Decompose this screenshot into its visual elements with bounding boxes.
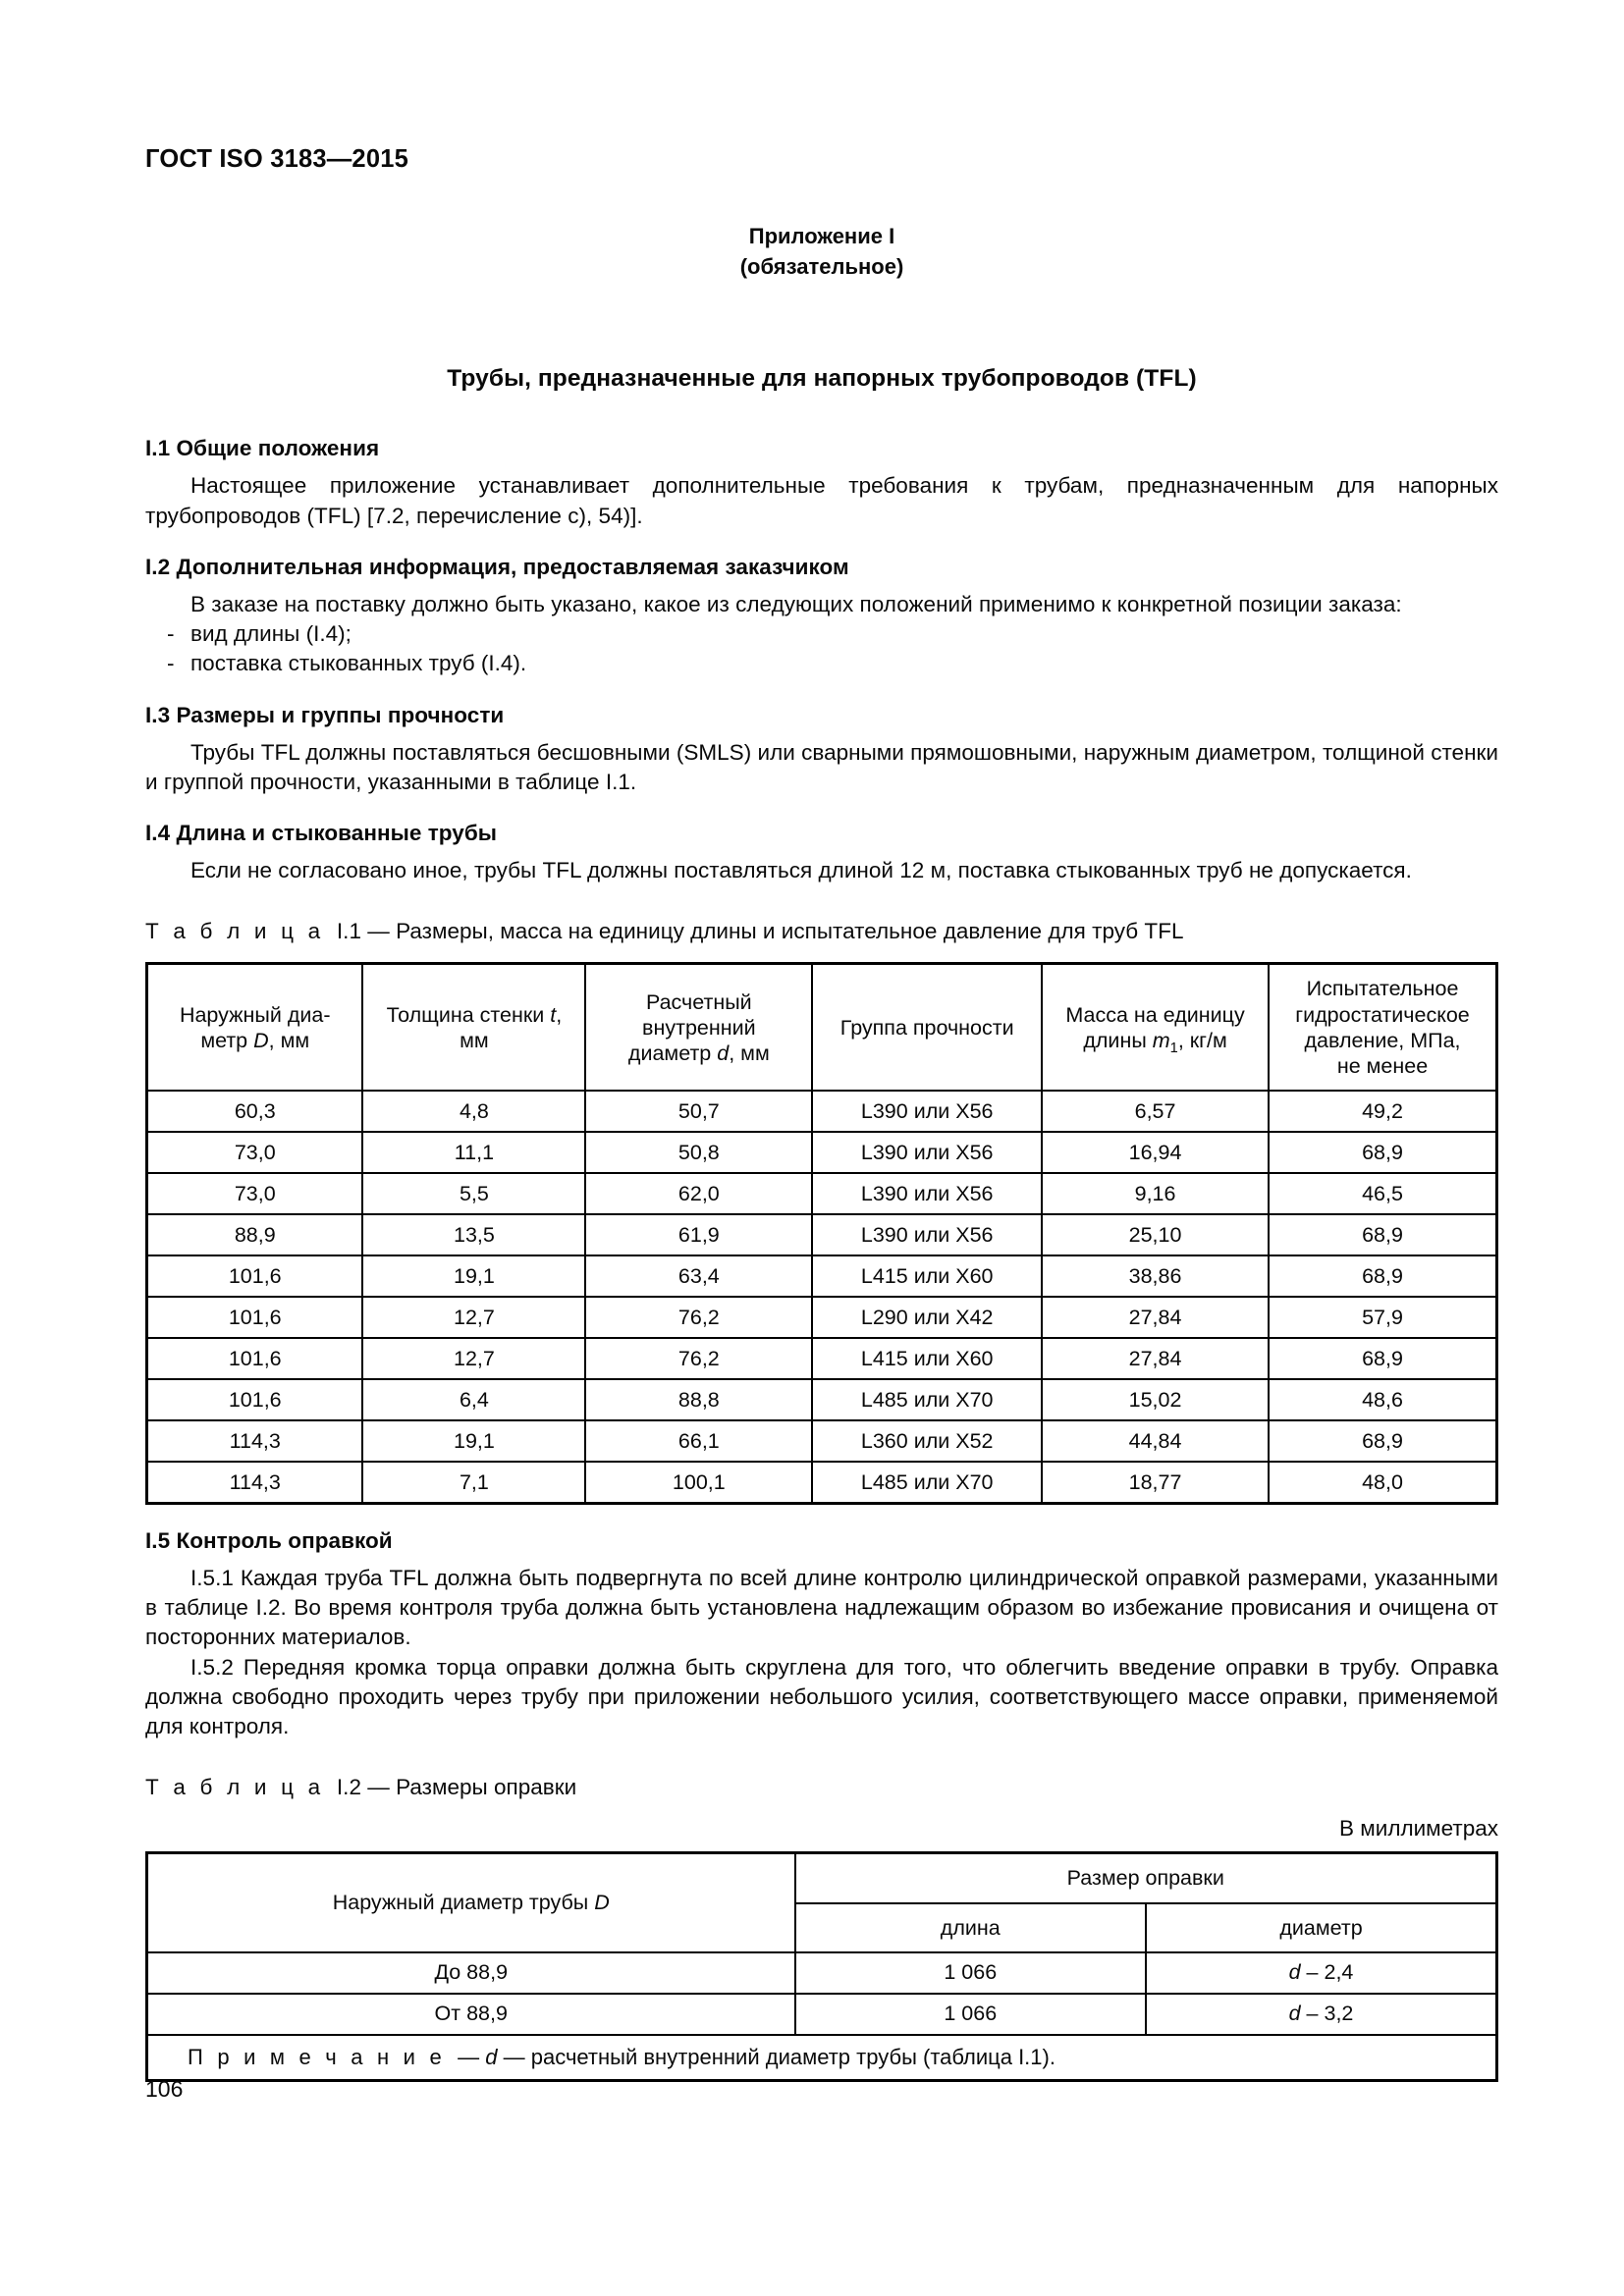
table2-caption-number: I.2 xyxy=(336,1775,361,1800)
th-line: мм xyxy=(460,1028,489,1052)
bullet-dash-icon: - xyxy=(167,651,175,676)
note-dash: — xyxy=(458,2044,480,2069)
cell-inner-diameter: 88,8 xyxy=(585,1379,812,1420)
table-row xyxy=(147,1132,1497,1173)
cell-outer-diameter: 73,0 xyxy=(147,1173,363,1214)
table1-caption xyxy=(145,919,1498,944)
th-outer-diameter xyxy=(147,964,363,1091)
cell-mass: 27,84 xyxy=(1042,1297,1269,1338)
cell-outer-diameter: 101,6 xyxy=(147,1379,363,1420)
th-line: , мм xyxy=(729,1041,770,1066)
th-mandrel-diameter: диаметр xyxy=(1146,1903,1497,1952)
paragraph-i4: Если не согласовано иное, трубы TFL должны поставляться длиной 12 м, поставка стыкованных труб не допускается. xyxy=(190,858,1412,883)
th-line: Толщина стенки xyxy=(386,1002,551,1027)
cell-wall-thickness: 13,5 xyxy=(362,1214,585,1255)
cell-wall-thickness: 19,1 xyxy=(362,1255,585,1297)
cell-wall-thickness: 19,1 xyxy=(362,1420,585,1462)
heading-i3: I.3 Размеры и группы прочности xyxy=(145,702,505,727)
cell-mass: 6,57 xyxy=(1042,1091,1269,1132)
annex-label: Приложение I xyxy=(748,224,895,248)
cell-mandrel-diameter xyxy=(1146,1994,1497,2035)
cell-variable-rest: – 3,2 xyxy=(1300,2002,1354,2026)
table-mandrel-dimensions xyxy=(145,1851,1498,2081)
th-pipe-outer-diameter xyxy=(147,1853,795,1952)
paragraph-i1: Настоящее приложение устанавливает дополнительные требования к трубам, предназначенным для напорных трубопроводов (TFL) [7.2, перечисление c), 54)]. xyxy=(145,473,1498,528)
th-variable-d: d xyxy=(717,1041,730,1066)
cell-variable-rest: – 2,4 xyxy=(1300,1960,1354,1985)
th-variable-D: D xyxy=(253,1028,269,1052)
th-line: Испытательное xyxy=(1306,977,1459,1001)
paragraph-i2: В заказе на поставку должно быть указано, какое из следующих положений применимо к конкретной позиции заказа: xyxy=(190,591,1402,616)
table2-caption xyxy=(145,1775,1498,1800)
page-content xyxy=(145,221,1498,2082)
annex-status: (обязательное) xyxy=(739,254,904,280)
cell-mass: 15,02 xyxy=(1042,1379,1269,1420)
cell-mass: 25,10 xyxy=(1042,1214,1269,1255)
th-line: диаметр xyxy=(627,1041,718,1066)
cell-pressure: 57,9 xyxy=(1269,1297,1496,1338)
cell-mass: 16,94 xyxy=(1042,1132,1269,1173)
table2-caption-dash: — xyxy=(367,1775,390,1800)
running-head: ГОСТ ISO 3183—2015 xyxy=(145,145,408,173)
list-item-label: поставка стыкованных труб (I.4). xyxy=(190,651,527,676)
cell-strength-group: L390 или X56 xyxy=(812,1091,1042,1132)
cell-wall-thickness: 7,1 xyxy=(362,1462,585,1503)
cell-mass: 9,16 xyxy=(1042,1173,1269,1214)
paragraph-i3: Трубы TFL должны поставляться бесшовными (SMLS) или сварными прямошовными, наружным диаметром, толщиной стенки и группой прочности, указанными в таблице I.1. xyxy=(145,739,1498,794)
cell-wall-thickness: 6,4 xyxy=(362,1379,585,1420)
cell-mass: 38,86 xyxy=(1042,1255,1269,1297)
cell-outer-diameter: 73,0 xyxy=(147,1132,363,1173)
th-variable-D: D xyxy=(594,1891,610,1915)
cell-inner-diameter: 50,7 xyxy=(585,1091,812,1132)
cell-mass: 18,77 xyxy=(1042,1462,1269,1503)
table-row xyxy=(147,1379,1497,1420)
cell-outer-diameter: 101,6 xyxy=(147,1255,363,1297)
th-line: гидростатическое xyxy=(1295,1002,1470,1027)
cell-pressure: 48,6 xyxy=(1269,1379,1496,1420)
list-item-label: вид длины (I.4); xyxy=(190,621,352,647)
list-item xyxy=(145,619,1498,649)
cell-strength-group: L390 или X56 xyxy=(812,1132,1042,1173)
table1-caption-dash: — xyxy=(367,919,390,944)
bullet-dash-icon: - xyxy=(167,621,175,647)
table-row xyxy=(147,1297,1497,1338)
table-row xyxy=(147,1173,1497,1214)
cell-variable-d: d xyxy=(1288,2002,1301,2026)
order-options-list xyxy=(145,619,1498,679)
cell-mass: 27,84 xyxy=(1042,1338,1269,1379)
cell-strength-group: L415 или X60 xyxy=(812,1255,1042,1297)
table2-units-note: В миллиметрах xyxy=(1339,1816,1498,1842)
annex-header xyxy=(145,221,1498,282)
cell-pressure: 46,5 xyxy=(1269,1173,1496,1214)
th-line: , xyxy=(556,1002,563,1027)
th-line: Масса на единицу xyxy=(1065,1002,1245,1027)
cell-strength-group: L360 или X52 xyxy=(812,1420,1042,1462)
th-strength-group xyxy=(812,964,1042,1091)
table-row xyxy=(147,1994,1497,2035)
th-mandrel-size-group: Размер оправки xyxy=(795,1853,1497,1903)
cell-strength-group: L415 или X60 xyxy=(812,1338,1042,1379)
cell-outer-diameter: 88,9 xyxy=(147,1214,363,1255)
cell-pipe-diameter: От 88,9 xyxy=(147,1994,795,2035)
cell-outer-diameter: 101,6 xyxy=(147,1297,363,1338)
th-inner-diameter xyxy=(585,964,812,1091)
th-line: Наружный диа- xyxy=(179,1002,331,1027)
cell-inner-diameter: 66,1 xyxy=(585,1420,812,1462)
table-row xyxy=(147,1091,1497,1132)
cell-wall-thickness: 12,7 xyxy=(362,1338,585,1379)
list-item xyxy=(145,649,1498,678)
cell-pressure: 49,2 xyxy=(1269,1091,1496,1132)
table2-note-row xyxy=(147,2035,1497,2081)
th-line: , мм xyxy=(268,1028,310,1052)
cell-wall-thickness: 12,7 xyxy=(362,1297,585,1338)
cell-pressure: 68,9 xyxy=(1269,1420,1496,1462)
cell-mass: 44,84 xyxy=(1042,1420,1269,1462)
cell-strength-group: L290 или X42 xyxy=(812,1297,1042,1338)
th-line: Расчетный xyxy=(645,989,752,1014)
table1-caption-text: Размеры, масса на единицу длины и испытательное давление для труб TFL xyxy=(396,919,1184,944)
paragraph-i51: I.5.1 Каждая труба TFL должна быть подвергнута по всей длине контролю цилиндрической оправкой размерами, указанными в таблице I.2. Во время контроля труба должна быть установлена надлежащим образом во избежание провисания и очищена от посторонних материалов. xyxy=(145,1565,1498,1650)
cell-pressure: 68,9 xyxy=(1269,1214,1496,1255)
th-line: длины xyxy=(1083,1028,1153,1052)
th-line: не менее xyxy=(1336,1054,1429,1079)
cell-variable-d: d xyxy=(1288,1960,1301,1985)
table-row xyxy=(147,1952,1497,1994)
cell-inner-diameter: 61,9 xyxy=(585,1214,812,1255)
table1-caption-label: Т а б л и ц а xyxy=(145,919,325,944)
table1-header-row xyxy=(147,964,1497,1091)
note-label: П р и м е ч а н и е xyxy=(188,2044,446,2069)
th-line: давление, МПа, xyxy=(1304,1028,1461,1052)
table-dimensions-tfl xyxy=(145,962,1498,1504)
table2-caption-label: Т а б л и ц а xyxy=(145,1775,325,1800)
th-mandrel-length: длина xyxy=(795,1903,1147,1952)
cell-inner-diameter: 62,0 xyxy=(585,1173,812,1214)
th-mass-per-length xyxy=(1042,964,1269,1091)
heading-i4: I.4 Длина и стыкованные трубы xyxy=(145,821,498,846)
th-wall-thickness xyxy=(362,964,585,1091)
table2-body xyxy=(147,1952,1497,2081)
cell-mandrel-length: 1 066 xyxy=(795,1952,1147,1994)
th-line: , кг/м xyxy=(1177,1028,1227,1052)
heading-i1: I.1 Общие положения xyxy=(145,436,380,461)
th-line: Группа прочности xyxy=(839,1015,1014,1040)
cell-outer-diameter: 114,3 xyxy=(147,1462,363,1503)
heading-i2: I.2 Дополнительная информация, предоставляемая заказчиком xyxy=(145,554,849,579)
cell-mandrel-diameter xyxy=(1146,1952,1497,1994)
cell-wall-thickness: 5,5 xyxy=(362,1173,585,1214)
cell-inner-diameter: 76,2 xyxy=(585,1338,812,1379)
th-line: метр xyxy=(200,1028,254,1052)
th-test-pressure xyxy=(1269,964,1496,1091)
cell-outer-diameter: 60,3 xyxy=(147,1091,363,1132)
table-row xyxy=(147,1255,1497,1297)
cell-pressure: 68,9 xyxy=(1269,1132,1496,1173)
th-variable-t: t xyxy=(550,1002,557,1027)
cell-pressure: 48,0 xyxy=(1269,1462,1496,1503)
table2-caption-text: Размеры оправки xyxy=(396,1775,577,1800)
table-row xyxy=(147,1420,1497,1462)
th-variable-subscript: 1 xyxy=(1169,1040,1178,1056)
table2-note xyxy=(147,2035,1497,2081)
table-row xyxy=(147,1338,1497,1379)
cell-pressure: 68,9 xyxy=(1269,1338,1496,1379)
page-number: 106 xyxy=(145,2076,184,2102)
cell-outer-diameter: 101,6 xyxy=(147,1338,363,1379)
table2-header-row-top xyxy=(147,1853,1497,1903)
cell-strength-group: L390 или X56 xyxy=(812,1173,1042,1214)
paragraph-i52: I.5.2 Передняя кромка торца оправки должна быть скруглена для того, что облегчить введение оправки в трубу. Оправка должна свободно проходить через трубу при приложении небольшого усилия, соответствующего массе оправки, применяемой для контроля. xyxy=(145,1654,1498,1739)
cell-inner-diameter: 76,2 xyxy=(585,1297,812,1338)
cell-outer-diameter: 114,3 xyxy=(147,1420,363,1462)
cell-strength-group: L390 или X56 xyxy=(812,1214,1042,1255)
cell-strength-group: L485 или X70 xyxy=(812,1462,1042,1503)
cell-inner-diameter: 50,8 xyxy=(585,1132,812,1173)
note-text: — расчетный внутренний диаметр трубы (таблица I.1). xyxy=(503,2044,1056,2069)
cell-strength-group: L485 или X70 xyxy=(812,1379,1042,1420)
table1-body xyxy=(147,1091,1497,1503)
cell-inner-diameter: 100,1 xyxy=(585,1462,812,1503)
cell-inner-diameter: 63,4 xyxy=(585,1255,812,1297)
cell-wall-thickness: 4,8 xyxy=(362,1091,585,1132)
cell-mandrel-length: 1 066 xyxy=(795,1994,1147,2035)
heading-i5: I.5 Контроль оправкой xyxy=(145,1527,393,1553)
cell-pipe-diameter: До 88,9 xyxy=(147,1952,795,1994)
annex-title: Трубы, предназначенные для напорных трубопроводов (TFL) xyxy=(447,365,1197,393)
cell-pressure: 68,9 xyxy=(1269,1255,1496,1297)
cell-wall-thickness: 11,1 xyxy=(362,1132,585,1173)
table-row xyxy=(147,1462,1497,1503)
table-row xyxy=(147,1214,1497,1255)
note-variable-d: d xyxy=(485,2044,498,2069)
table1-caption-number: I.1 xyxy=(336,919,361,944)
th-variable-m: m xyxy=(1152,1028,1170,1052)
th-line: внутренний xyxy=(642,1015,756,1040)
th-line: Наружный диаметр трубы xyxy=(332,1891,595,1915)
